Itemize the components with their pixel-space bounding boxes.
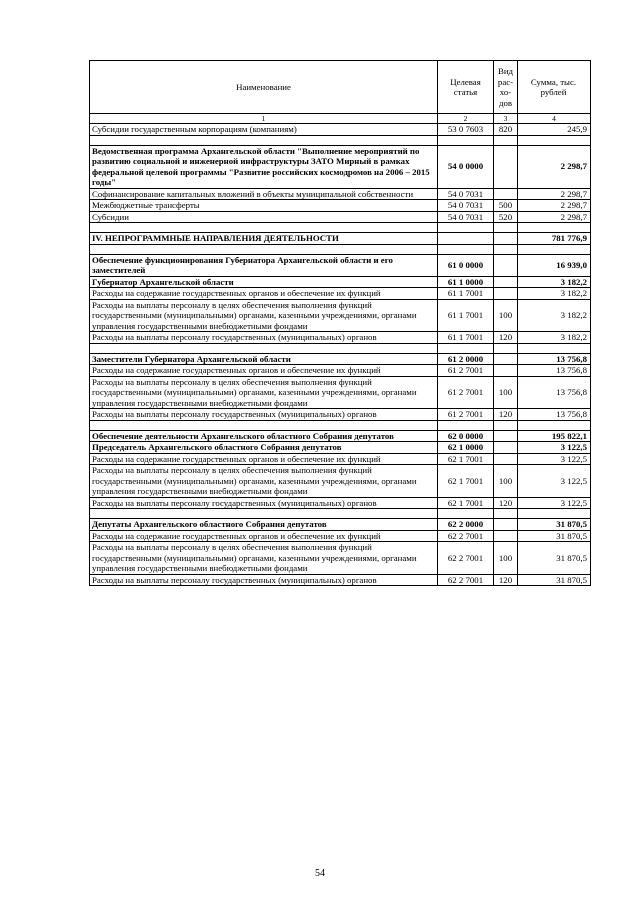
row-name: Расходы на выплаты персоналу в целях обеспечения выполнения функций государственными (муниципальными) органами, казенными учреждениями, органами управления государственными внебюджетными фондами (90, 465, 438, 498)
table-row (90, 542, 591, 575)
table-row (90, 465, 591, 498)
table-header-row (90, 61, 591, 114)
row-code: 62 2 7001 (438, 530, 494, 542)
row-name: Расходы на выплаты персоналу государственных (муниципальных) органов (90, 574, 438, 586)
empty-cell (438, 223, 494, 233)
row-sum: 3 182,2 (518, 299, 591, 332)
row-sum: 31 870,5 (518, 530, 591, 542)
empty-cell (494, 420, 518, 430)
table-row (90, 188, 591, 200)
row-name: Субсидии государственным корпорациям (компаниям) (90, 124, 438, 136)
empty-cell (518, 244, 591, 254)
row-sum: 2 298,7 (518, 200, 591, 212)
row-code: 62 1 7001 (438, 497, 494, 509)
row-code: 62 2 7001 (438, 542, 494, 575)
row-type: 120 (494, 409, 518, 421)
header-sum: Сумма, тыс. рублей (518, 61, 591, 114)
empty-cell (494, 509, 518, 519)
row-code: 62 1 7001 (438, 453, 494, 465)
row-type (494, 530, 518, 542)
row-name: Обеспечение функционирования Губернатора Архангельской области и его заместителей (90, 254, 438, 276)
empty-cell (438, 420, 494, 430)
row-code: 61 1 7001 (438, 288, 494, 300)
row-type: 120 (494, 332, 518, 344)
column-number: 4 (518, 114, 591, 124)
row-name: Расходы на выплаты персоналу в целях обеспечения выполнения функций государственными (муниципальными) органами, казенными учреждениями, органами управления государственными внебюджетными фондами (90, 542, 438, 575)
row-code: 62 2 0000 (438, 519, 494, 531)
header-code: Целевая статья (438, 61, 494, 114)
row-code: 61 2 0000 (438, 353, 494, 365)
table-row (90, 299, 591, 332)
table-row (90, 365, 591, 377)
row-sum: 2 298,7 (518, 145, 591, 188)
table-row (90, 200, 591, 212)
spacer-row (90, 509, 591, 519)
row-type (494, 188, 518, 200)
table-row (90, 497, 591, 509)
row-sum: 2 298,7 (518, 188, 591, 200)
spacer-row (90, 135, 591, 145)
empty-cell (438, 509, 494, 519)
empty-cell (438, 244, 494, 254)
table-row (90, 409, 591, 421)
row-name: Расходы на выплаты персоналу государственных (муниципальных) органов (90, 497, 438, 509)
empty-cell (90, 223, 438, 233)
row-name: Ведомственная программа Архангельской области "Выполнение мероприятий по развитию социальной и инженерной инфраструктуры ЗАТО Мирный в рамках федеральной целевой программы "Развитие российских космодромов на 2006 – 2015 годы" (90, 145, 438, 188)
row-name: Расходы на содержание государственных органов и обеспечение их функций (90, 288, 438, 300)
row-sum: 195 822,1 (518, 430, 591, 442)
row-sum: 245,9 (518, 124, 591, 136)
row-name: Обеспечение деятельности Архангельского областного Собрания депутатов (90, 430, 438, 442)
empty-cell (518, 223, 591, 233)
row-name: Расходы на выплаты персоналу в целях обеспечения выполнения функций государственными (муниципальными) органами, казенными учреждениями, органами управления государственными внебюджетными фондами (90, 376, 438, 409)
row-name: Расходы на содержание государственных органов и обеспечение их функций (90, 453, 438, 465)
table-row (90, 332, 591, 344)
row-name: Председатель Архангельского областного Собрания депутатов (90, 442, 438, 454)
column-numbers-row (90, 114, 591, 124)
row-name: Губернатор Архангельской области (90, 276, 438, 288)
row-code: 61 0 0000 (438, 254, 494, 276)
spacer-row (90, 223, 591, 233)
row-type: 100 (494, 465, 518, 498)
row-type: 520 (494, 211, 518, 223)
row-sum: 3 182,2 (518, 288, 591, 300)
empty-cell (438, 343, 494, 353)
row-code: 62 1 0000 (438, 442, 494, 454)
row-sum: 16 939,0 (518, 254, 591, 276)
row-type: 100 (494, 376, 518, 409)
empty-cell (494, 135, 518, 145)
row-code: 62 1 7001 (438, 465, 494, 498)
row-type (494, 519, 518, 531)
row-name: Расходы на выплаты персоналу государственных (муниципальных) органов (90, 409, 438, 421)
row-name: IV. НЕПРОГРАММНЫЕ НАПРАВЛЕНИЯ ДЕЯТЕЛЬНОСТИ (90, 233, 438, 245)
row-type (494, 254, 518, 276)
row-sum: 13 756,8 (518, 409, 591, 421)
row-code (438, 233, 494, 245)
row-name: Субсидии (90, 211, 438, 223)
row-code: 54 0 7031 (438, 200, 494, 212)
row-sum: 13 756,8 (518, 376, 591, 409)
table-row (90, 530, 591, 542)
table-row (90, 574, 591, 586)
empty-cell (90, 420, 438, 430)
table-row (90, 254, 591, 276)
row-sum: 31 870,5 (518, 574, 591, 586)
row-name: Расходы на выплаты персоналу государственных (муниципальных) органов (90, 332, 438, 344)
empty-cell (90, 244, 438, 254)
row-sum: 3 182,2 (518, 276, 591, 288)
row-type (494, 430, 518, 442)
empty-cell (494, 223, 518, 233)
row-name: Заместители Губернатора Архангельской области (90, 353, 438, 365)
row-code: 54 0 7031 (438, 211, 494, 223)
table-row (90, 276, 591, 288)
empty-cell (494, 343, 518, 353)
row-code: 61 1 7001 (438, 332, 494, 344)
table-row (90, 288, 591, 300)
row-code: 61 2 7001 (438, 365, 494, 377)
row-type (494, 233, 518, 245)
table-row (90, 376, 591, 409)
row-type: 820 (494, 124, 518, 136)
row-code: 61 1 7001 (438, 299, 494, 332)
column-number: 1 (90, 114, 438, 124)
row-sum: 3 182,2 (518, 332, 591, 344)
row-sum: 781 776,9 (518, 233, 591, 245)
row-type: 100 (494, 299, 518, 332)
row-code: 61 2 7001 (438, 376, 494, 409)
row-name: Межбюджетные трансферты (90, 200, 438, 212)
table-row (90, 145, 591, 188)
table-row (90, 233, 591, 245)
row-type (494, 442, 518, 454)
row-sum: 31 870,5 (518, 519, 591, 531)
budget-table-body (90, 61, 591, 586)
row-code: 53 0 7603 (438, 124, 494, 136)
empty-cell (494, 244, 518, 254)
empty-cell (438, 135, 494, 145)
table-row (90, 430, 591, 442)
row-type (494, 145, 518, 188)
row-name: Расходы на выплаты персоналу в целях обеспечения выполнения функций государственными (муниципальными) органами, казенными учреждениями, органами управления государственными внебюджетными фондами (90, 299, 438, 332)
column-number: 2 (438, 114, 494, 124)
row-name: Депутаты Архангельского областного Собрания депутатов (90, 519, 438, 531)
spacer-row (90, 244, 591, 254)
row-type (494, 453, 518, 465)
header-type: Вид рас-хо-дов (494, 61, 518, 114)
table-row (90, 353, 591, 365)
row-sum: 3 122,5 (518, 442, 591, 454)
row-code: 54 0 0000 (438, 145, 494, 188)
row-sum: 2 298,7 (518, 211, 591, 223)
row-type: 100 (494, 542, 518, 575)
empty-cell (90, 135, 438, 145)
empty-cell (518, 509, 591, 519)
empty-cell (90, 343, 438, 353)
row-type (494, 353, 518, 365)
table-row (90, 453, 591, 465)
row-type: 120 (494, 497, 518, 509)
row-type: 120 (494, 574, 518, 586)
row-sum: 13 756,8 (518, 353, 591, 365)
row-name: Расходы на содержание государственных органов и обеспечение их функций (90, 365, 438, 377)
budget-table (89, 60, 591, 586)
empty-cell (518, 343, 591, 353)
table-row (90, 442, 591, 454)
row-sum: 3 122,5 (518, 465, 591, 498)
empty-cell (518, 420, 591, 430)
row-sum: 3 122,5 (518, 453, 591, 465)
empty-cell (90, 509, 438, 519)
page-number: 54 (315, 868, 325, 879)
row-code: 61 2 7001 (438, 409, 494, 421)
row-type (494, 276, 518, 288)
table-row (90, 211, 591, 223)
table-row (90, 124, 591, 136)
row-sum: 3 122,5 (518, 497, 591, 509)
spacer-row (90, 343, 591, 353)
column-number: 3 (494, 114, 518, 124)
row-type: 500 (494, 200, 518, 212)
row-name: Расходы на содержание государственных органов и обеспечение их функций (90, 530, 438, 542)
row-code: 62 0 0000 (438, 430, 494, 442)
spacer-row (90, 420, 591, 430)
row-name: Софинансирование капитальных вложений в объекты муниципальной собственности (90, 188, 438, 200)
row-code: 54 0 7031 (438, 188, 494, 200)
empty-cell (518, 135, 591, 145)
table-row (90, 519, 591, 531)
row-sum: 13 756,8 (518, 365, 591, 377)
row-sum: 31 870,5 (518, 542, 591, 575)
row-type (494, 288, 518, 300)
row-type (494, 365, 518, 377)
header-name: Наименование (90, 61, 438, 114)
row-code: 62 2 7001 (438, 574, 494, 586)
row-code: 61 1 0000 (438, 276, 494, 288)
